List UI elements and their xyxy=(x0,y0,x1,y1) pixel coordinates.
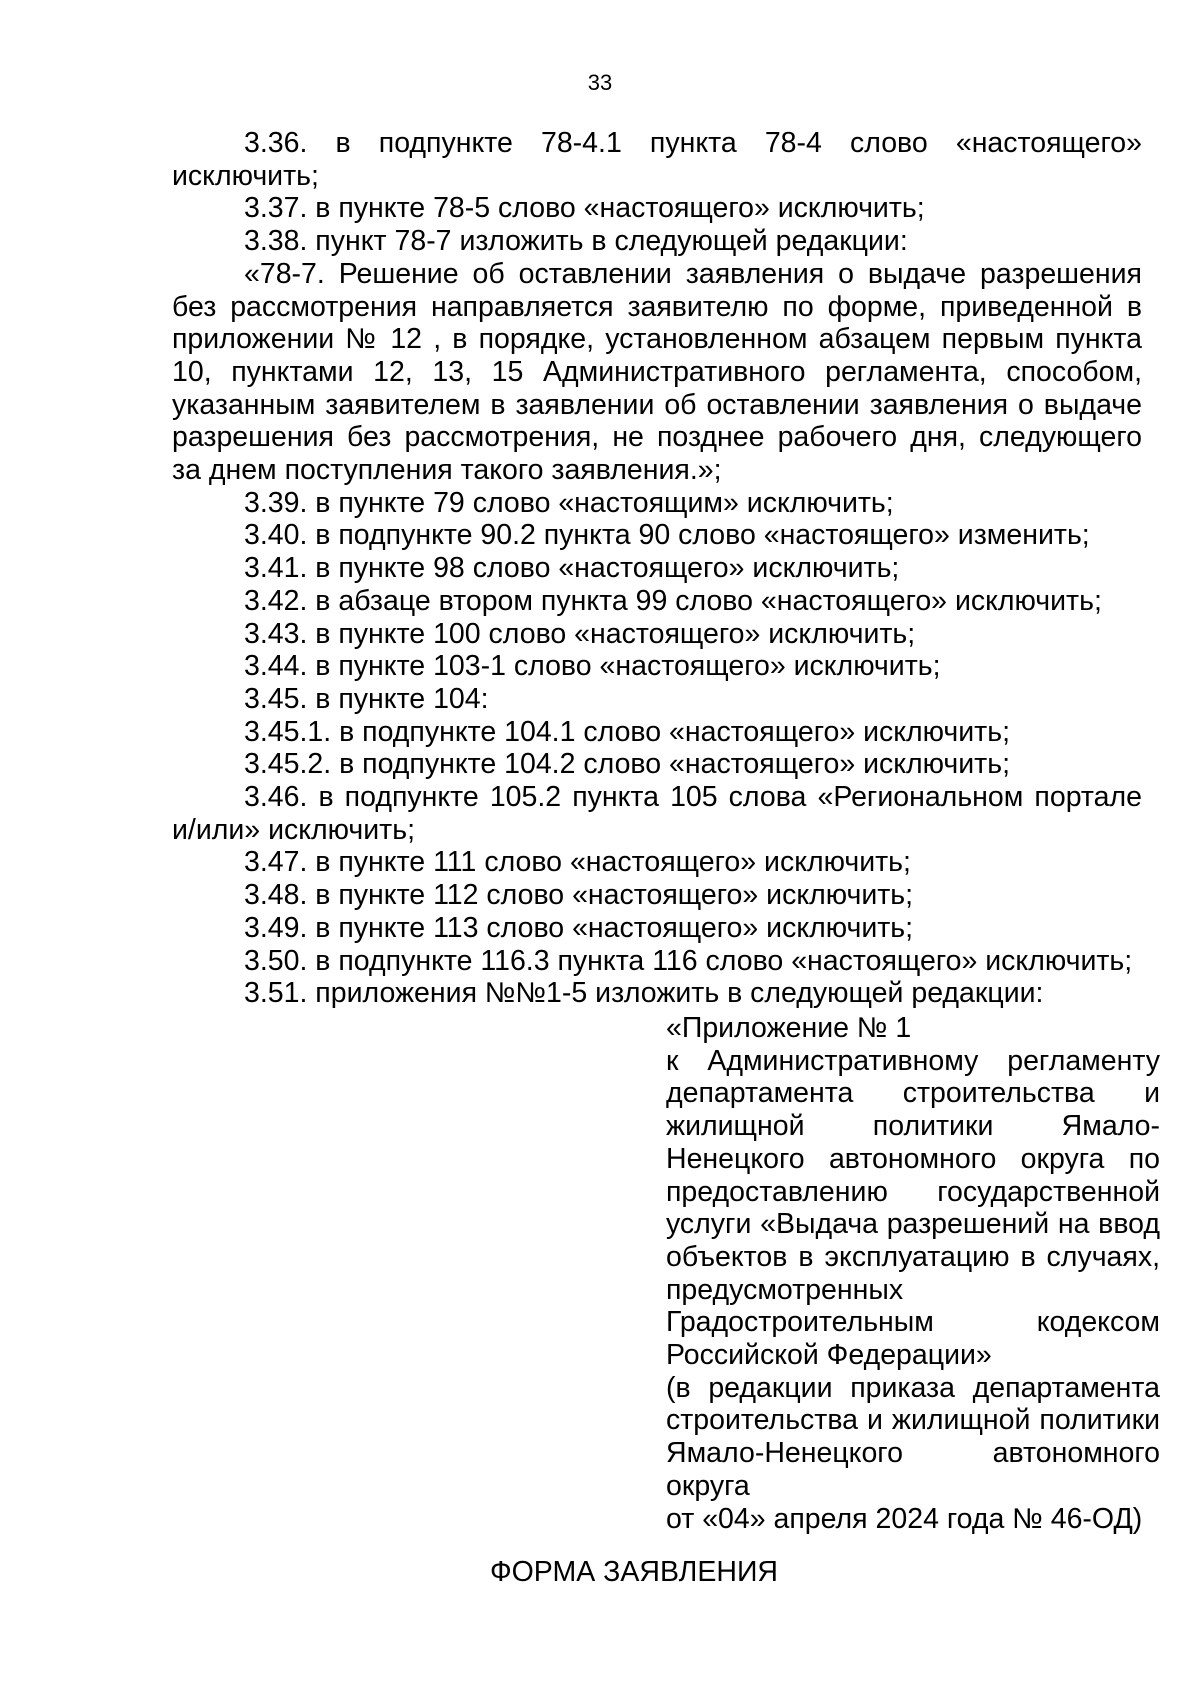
appendix-edition: (в редакции приказа департамента строительства и жилищной политики Ямало-Ненецкого автономного округа xyxy=(666,1371,1160,1502)
paragraph-3-37: 3.37. в пункте 78-5 слово «настоящего» исключить; xyxy=(244,192,925,225)
paragraph-3-38: 3.38. пункт 78-7 изложить в следующей редакции: xyxy=(244,225,908,258)
page-number: 33 xyxy=(587,70,613,95)
paragraph-3-45: 3.45. в пункте 104: xyxy=(244,682,489,715)
form-title: ФОРМА ЗАЯВЛЕНИЯ xyxy=(489,1556,779,1588)
appendix-date: от «04» апреля 2024 года № 46-ОД) xyxy=(666,1502,1143,1535)
paragraph-3-45-1: 3.45.1. в подпункте 104.1 слово «настоящего» исключить; xyxy=(244,715,1011,748)
amendments-list xyxy=(172,127,1142,1010)
paragraph-3-51: 3.51. приложения №№1-5 изложить в следующей редакции: xyxy=(244,977,1044,1010)
paragraph-3-39: 3.39. в пункте 79 слово «настоящим» исключить; xyxy=(244,486,894,519)
paragraph-3-36: 3.36. в подпункте 78-4.1 пункта 78-4 слово «настоящего» исключить; xyxy=(172,127,1142,192)
appendix-note xyxy=(666,1012,1160,1535)
paragraph-3-40: 3.40. в подпункте 90.2 пункта 90 слово «настоящего» изменить; xyxy=(244,519,1090,552)
appendix-title: «Приложение № 1 xyxy=(666,1012,912,1044)
paragraph-3-42: 3.42. в абзаце втором пункта 99 слово «настоящего» исключить; xyxy=(244,584,1102,617)
paragraph-3-44: 3.44. в пункте 103-1 слово «настоящего» исключить; xyxy=(244,650,941,683)
paragraph-3-41: 3.41. в пункте 98 слово «настоящего» исключить; xyxy=(244,552,900,585)
paragraph-78-7: «78-7. Решение об оставлении заявления о выдаче разрешения без рассмотрения направляется заявителю по форме, приведенной в приложении № 12 , в порядке, установленном абзацем первым пункта 10, пунктами 12, 13, 15 Административного регламента, способом, указанным заявителем в заявлении об оставлении заявления о выдаче разрешения без рассмотрения, не позднее рабочего дня, следующего за днем поступления такого заявления.»; xyxy=(172,257,1142,487)
appendix-text: к Административному регламенту департамента строительства и жилищной политики Ямало-Ненецкого автономного округа по предоставлению государственной услуги «Выдача разрешений на ввод объектов в эксплуатацию в случаях, предусмотренных Градостроительным кодексом Российской Федерации» xyxy=(666,1044,1160,1372)
paragraph-3-45-2: 3.45.2. в подпункте 104.2 слово «настоящего» исключить; xyxy=(244,748,1011,781)
paragraph-3-43: 3.43. в пункте 100 слово «настоящего» исключить; xyxy=(244,617,916,650)
paragraph-3-49: 3.49. в пункте 113 слово «настоящего» исключить; xyxy=(244,911,914,944)
paragraph-3-46: 3.46. в подпункте 105.2 пункта 105 слова «Региональном портале и/или» исключить; xyxy=(172,781,1142,846)
paragraph-3-48: 3.48. в пункте 112 слово «настоящего» исключить; xyxy=(244,879,914,912)
paragraph-3-50: 3.50. в подпункте 116.3 пункта 116 слово «настоящего» исключить; xyxy=(244,944,1133,977)
paragraph-3-47: 3.47. в пункте 111 слово «настоящего» исключить; xyxy=(244,846,911,879)
